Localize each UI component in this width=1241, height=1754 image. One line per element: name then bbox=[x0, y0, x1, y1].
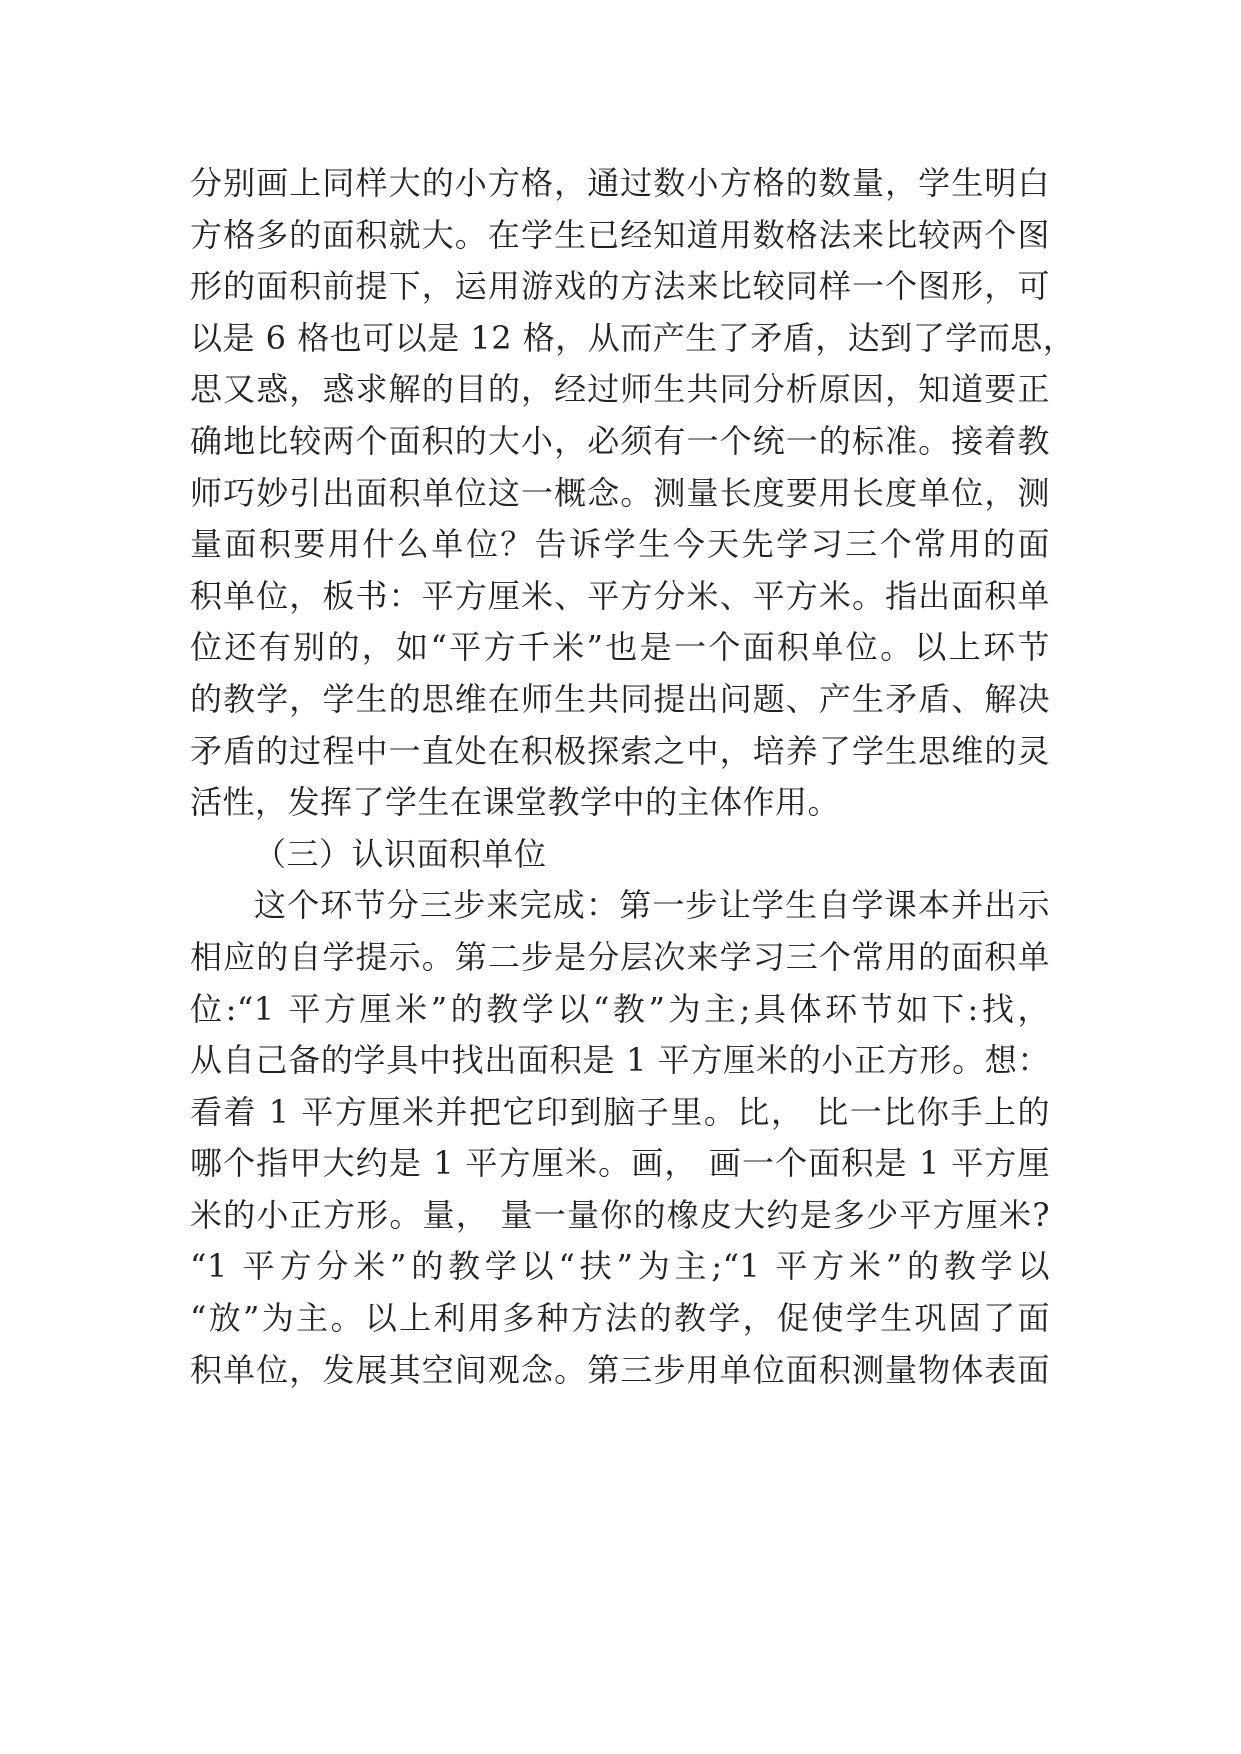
text-line: 的教学，学生的思维在师生共同提出问题、产生矛盾、解决 bbox=[190, 679, 1050, 718]
text-line: 矛盾的过程中一直处在积极探索之中，培养了学生思维的灵 bbox=[190, 731, 1050, 770]
paragraph-1 bbox=[190, 158, 1076, 829]
text-line: 位:“1 平方厘米”的教学以“教”为主;具体环节如下:找， bbox=[190, 989, 1050, 1028]
text-line: 看着 1 平方厘米并把它印到脑子里。比， 比一比你手上的 bbox=[190, 1092, 1050, 1131]
text-line: 分别画上同样大的小方格，通过数小方格的数量，学生明白 bbox=[190, 164, 1050, 202]
body-text bbox=[190, 158, 1076, 1396]
text-line: 这个环节分三步来完成：第一步让学生自学课本并出示 bbox=[254, 886, 1050, 925]
text-line: 活性，发挥了学生在课堂教学中的主体作用。 bbox=[190, 783, 841, 822]
text-line: 哪个指甲大约是 1 平方厘米。画， 画一个面积是 1 平方厘 bbox=[190, 1144, 1050, 1183]
text-line: 米的小正方形。量， 量一量你的橡皮大约是多少平方厘米? bbox=[190, 1195, 1050, 1234]
text-line: 思又惑，惑求解的目的，经过师生共同分析原因，知道要正 bbox=[190, 370, 1050, 409]
text-line: 以是 6 格也可以是 12 格，从而产生了矛盾，达到了学而思， bbox=[190, 318, 1076, 357]
text-line: 相应的自学提示。第二步是分层次来学习三个常用的面积单 bbox=[190, 937, 1050, 976]
text-line: “1 平方分米”的教学以“扶”为主;“1 平方米”的教学以 bbox=[190, 1247, 1050, 1286]
text-line: 积单位，板书：平方厘米、平方分米、平方米。指出面积单 bbox=[190, 576, 1050, 615]
text-line: 方格多的面积就大。在学生已经知道用数格法来比较两个图 bbox=[190, 215, 1050, 254]
text-line: 积单位，发展其空间观念。第三步用单位面积测量物体表面 bbox=[190, 1350, 1050, 1389]
paragraph-2 bbox=[190, 880, 1050, 1396]
text-line: 从自己备的学具中找出面积是 1 平方厘米的小正方形。想： bbox=[190, 1041, 1050, 1080]
text-line: 确地比较两个面积的大小，必须有一个统一的标准。接着教 bbox=[190, 421, 1050, 460]
text-line: 师巧妙引出面积单位这一概念。测量长度要用长度单位，测 bbox=[190, 473, 1050, 512]
section-heading: （三）认识面积单位 bbox=[254, 834, 547, 873]
text-line: 位还有别的，如“平方千米”也是一个面积单位。以上环节 bbox=[190, 628, 1050, 667]
text-line: 形的面积前提下，运用游戏的方法来比较同样一个图形，可 bbox=[190, 267, 1050, 306]
text-line: 量面积要用什么单位？告诉学生今天先学习三个常用的面 bbox=[190, 525, 1050, 564]
text-line: “放”为主。以上利用多种方法的教学，促使学生巩固了面 bbox=[190, 1299, 1050, 1338]
